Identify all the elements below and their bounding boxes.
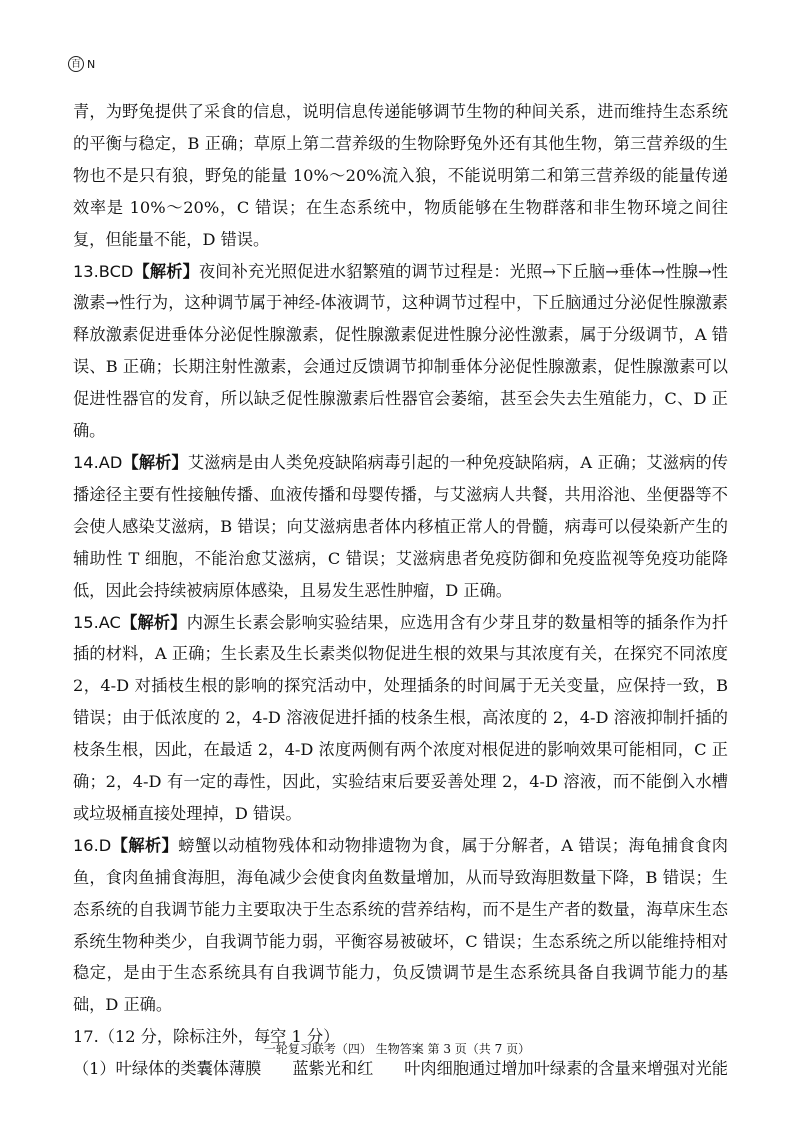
logo-badge-icon: 百	[68, 56, 84, 72]
logo-letter: N	[87, 57, 96, 71]
q17-blank-3: 叶肉细胞通过增加叶绿素的含量来增强对光能	[404, 1059, 728, 1079]
q13-number: 13.BCD	[73, 261, 134, 281]
q17-part1	[73, 1053, 728, 1085]
q15-answer	[73, 607, 728, 830]
q15-number: 15.AC	[73, 612, 121, 632]
q15-text: 内源生长素会影响实验结果，应选用含有少芽且芽的数量相等的插条作为扦插的材料，A 正确；生长素及生长素类似物促进生根的效果与其浓度有关，在探究不同浓度 2，4-D 对插枝生根的影响的探究活动中，处理插条的时间属于无关变量，应保持一致，B 错误；由于低浓度的 2，4-D 溶液促进扦插的枝条生根，高浓度的 2，4-D 溶液抑制扦插的枝条生根，因此，在最适 2，4-D 浓度两侧有两个浓度对根促进的影响效果可能相同，C 正确；2，4-D 有一定的毒性，因此，实验结束后要妥善处理 2，4-D 溶液，而不能倒入水槽或垃圾桶直接处理掉，D 错误。	[73, 612, 729, 823]
q17-blank-2: 蓝紫光和红	[292, 1059, 374, 1079]
q14-tag: 【解析】	[122, 452, 188, 472]
q13-tag: 【解析】	[133, 261, 199, 281]
brand-logo	[68, 56, 95, 72]
q16-text: 螃蟹以动植物残体和动物排遗物为食，属于分解者，A 错误；海龟捕食食肉鱼，食肉鱼捕食海胆，海龟减少会使食肉鱼数量增加，从而导致海胆数量下降，B 错误；生态系统的自我调节能力主要取决于生态系统的营养结构，而不是生产者的数量，海草床生态系统生物种类少，自我调节能力弱，平衡容易被破坏，C 错误；生态系统之所以能维持相对稳定，是由于生态系统具有自我调节能力，负反馈调节是生态系统具备自我调节能力的基础，D 正确。	[73, 835, 728, 1015]
answer-body	[73, 96, 728, 1085]
q14-number: 14.AD	[73, 452, 123, 472]
q16-tag: 【解析】	[111, 835, 179, 855]
page-footer: 一轮复习联考（四） 生物答案 第 3 页（共 7 页）	[263, 1042, 531, 1056]
q17-blank-1: （1）叶绿体的类囊体薄膜	[73, 1059, 262, 1079]
q17-heading: 17.（12 分，除标注外，每空 1 分）	[73, 1027, 340, 1047]
q16-answer	[73, 830, 728, 1021]
q13-answer	[73, 256, 728, 447]
q16-number: 16.D	[73, 835, 112, 855]
q14-text: 艾滋病是由人类免疫缺陷病毒引起的一种免疫缺陷病，A 正确；艾滋病的传播途径主要有性接触传播、血液传播和母婴传播，与艾滋病人共餐，共用浴池、坐便器等不会使人感染艾滋病，B 错误；向艾滋病患者体内移植正常人的骨髓，病毒可以侵染新产生的辅助性 T 细胞，不能治愈艾滋病，C 错误；艾滋病患者免疫防御和免疫监视等免疫功能降低，因此会持续被病原体感染，且易发生恶性肿瘤，D 正确。	[73, 452, 728, 600]
q14-answer	[73, 447, 728, 607]
q12-continuation: 青，为野兔提供了采食的信息，说明信息传递能够调节生物的种间关系，进而维持生态系统的平衡与稳定，B 正确；草原上第二营养级的生物除野兔外还有其他生物，第三营养级的生物也不是只有狼，野兔的能量 10%～20%流入狼，不能说明第二和第三营养级的能量传递效率是 10%～20%，C 错误；在生态系统中，物质能够在生物群落和非生物环境之间往复，但能量不能，D 错误。	[73, 102, 728, 249]
q15-tag: 【解析】	[120, 612, 187, 632]
q13-text: 夜间补充光照促进水貂繁殖的调节过程是：光照→下丘脑→垂体→性腺→性激素→性行为，这种调节属于神经-体液调节，这种调节过程中，下丘脑通过分泌促性腺激素释放激素促进垂体分泌促性腺激素，促性腺激素促进性腺分泌性激素，属于分级调节，A 错误、B 正确；长期注射性激素，会通过反馈调节抑制垂体分泌促性腺激素，促性腺激素可以促进性器官的发育，所以缺乏促性腺激素后性器官会萎缩，甚至会失去生殖能力，C、D 正确。	[73, 261, 728, 441]
